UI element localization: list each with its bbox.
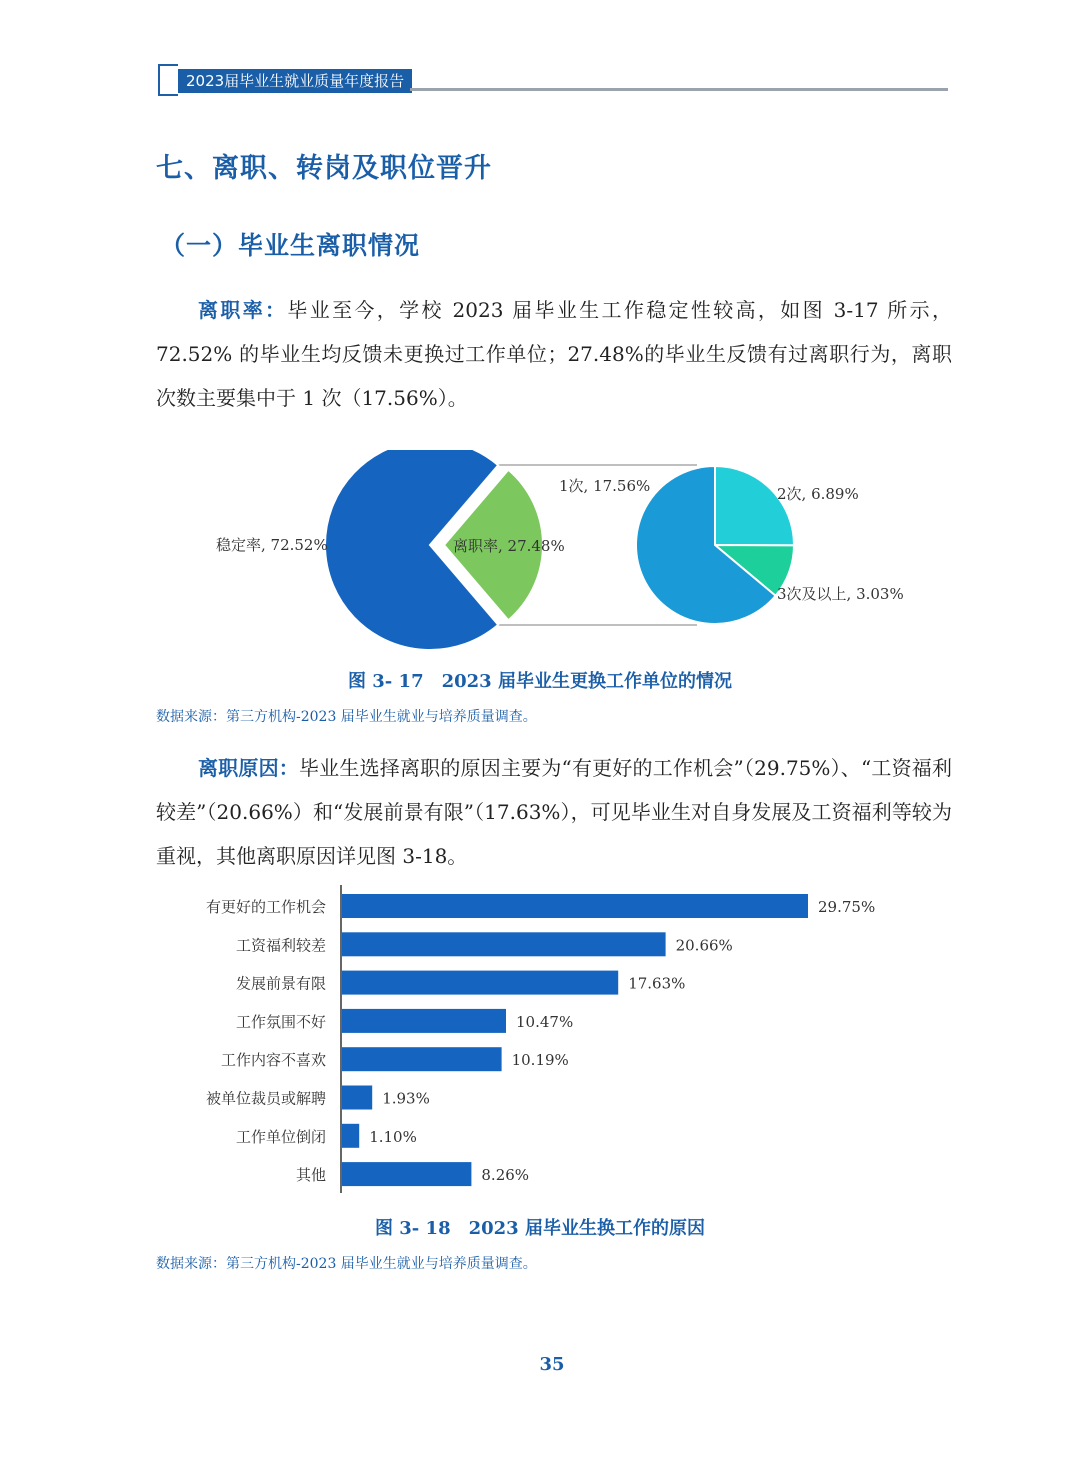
bar-4 bbox=[342, 1009, 506, 1033]
bar-6 bbox=[342, 1086, 372, 1110]
paragraph-turnover-reasons bbox=[156, 746, 952, 878]
bar-2 bbox=[342, 932, 666, 956]
bar-category-label: 工作内容不喜欢 bbox=[220, 1051, 326, 1070]
reasons-bar-chart bbox=[0, 880, 1080, 1200]
figure-source-3-18: 数据来源：第三方机构-2023 届毕业生就业与培养质量调查。 bbox=[156, 1256, 537, 1272]
label-leave: 离职率, 27.48% bbox=[453, 537, 565, 555]
paragraph-turnover-rate bbox=[156, 288, 952, 420]
bar-value-label: 8.26% bbox=[481, 1166, 530, 1185]
paragraph-lead: 离职率： bbox=[198, 298, 288, 322]
section-title: 七、离职、转岗及职位晋升 bbox=[156, 153, 492, 184]
bar-value-label: 20.66% bbox=[675, 936, 733, 955]
report-header-title: 2023届毕业生就业质量年度报告 bbox=[178, 69, 412, 93]
bar-value-label: 10.19% bbox=[511, 1051, 569, 1070]
figure-source-3-17: 数据来源：第三方机构-2023 届毕业生就业与培养质量调查。 bbox=[156, 709, 537, 725]
bars-group bbox=[206, 894, 875, 1186]
bar-1 bbox=[342, 894, 808, 918]
bar-category-label: 工作氛围不好 bbox=[235, 1012, 326, 1031]
label-once: 1次, 17.56% bbox=[559, 477, 651, 495]
paragraph-body: 毕业生选择离职的原因主要为“有更好的工作机会”（29.75%）、“工资福利较差”（20.66%）和“发展前景有限”（17.63%），可见毕业生对自身发展及工资福利等较为重视，其他离职原因详见图 3-18。 bbox=[156, 756, 952, 868]
paragraph-body: 毕业至今，学校 2023 届毕业生工作稳定性较高，如图 3-17 所示，72.52% 的毕业生均反馈未更换过工作单位；27.48%的毕业生反馈有过离职行为，离职次数主要集中于 1 次（17.56%）。 bbox=[156, 298, 952, 410]
bar-5 bbox=[342, 1047, 502, 1071]
bar-value-label: 10.47% bbox=[516, 1012, 574, 1031]
bar-category-label: 工资福利较差 bbox=[235, 936, 326, 955]
page-number: 35 bbox=[539, 1354, 565, 1375]
bar-category-label: 发展前景有限 bbox=[235, 974, 326, 993]
bar-7 bbox=[342, 1124, 359, 1148]
figure-caption-3-18: 图 3- 18 2023 届毕业生换工作的原因 bbox=[375, 1218, 705, 1239]
label-three-plus: 3次及以上, 3.03% bbox=[777, 585, 904, 603]
figure-caption-3-17: 图 3- 17 2023 届毕业生更换工作单位的情况 bbox=[348, 671, 732, 692]
subsection-title: （一）毕业生离职情况 bbox=[160, 231, 421, 260]
bar-category-label: 其他 bbox=[295, 1166, 326, 1185]
label-twice: 2次, 6.89% bbox=[777, 485, 859, 503]
bar-category-label: 被单位裁员或解聘 bbox=[205, 1089, 326, 1108]
header-frame bbox=[158, 64, 178, 96]
header-rule bbox=[410, 88, 948, 91]
pie-slice-twice bbox=[715, 466, 794, 545]
label-stable: 稳定率, 72.52% bbox=[216, 536, 328, 554]
bar-category-label: 有更好的工作机会 bbox=[205, 898, 326, 916]
bar-value-label: 1.93% bbox=[382, 1089, 430, 1108]
bar-8 bbox=[342, 1162, 471, 1186]
bar-category-label: 工作单位倒闭 bbox=[235, 1127, 326, 1146]
bar-3 bbox=[342, 971, 618, 995]
bar-value-label: 17.63% bbox=[628, 974, 686, 993]
breakdown-pie bbox=[636, 466, 794, 624]
turnover-pie-chart bbox=[0, 450, 1080, 660]
bar-value-label: 29.75% bbox=[818, 898, 876, 916]
paragraph-lead: 离职原因： bbox=[198, 756, 299, 780]
bar-value-label: 1.10% bbox=[369, 1127, 417, 1146]
